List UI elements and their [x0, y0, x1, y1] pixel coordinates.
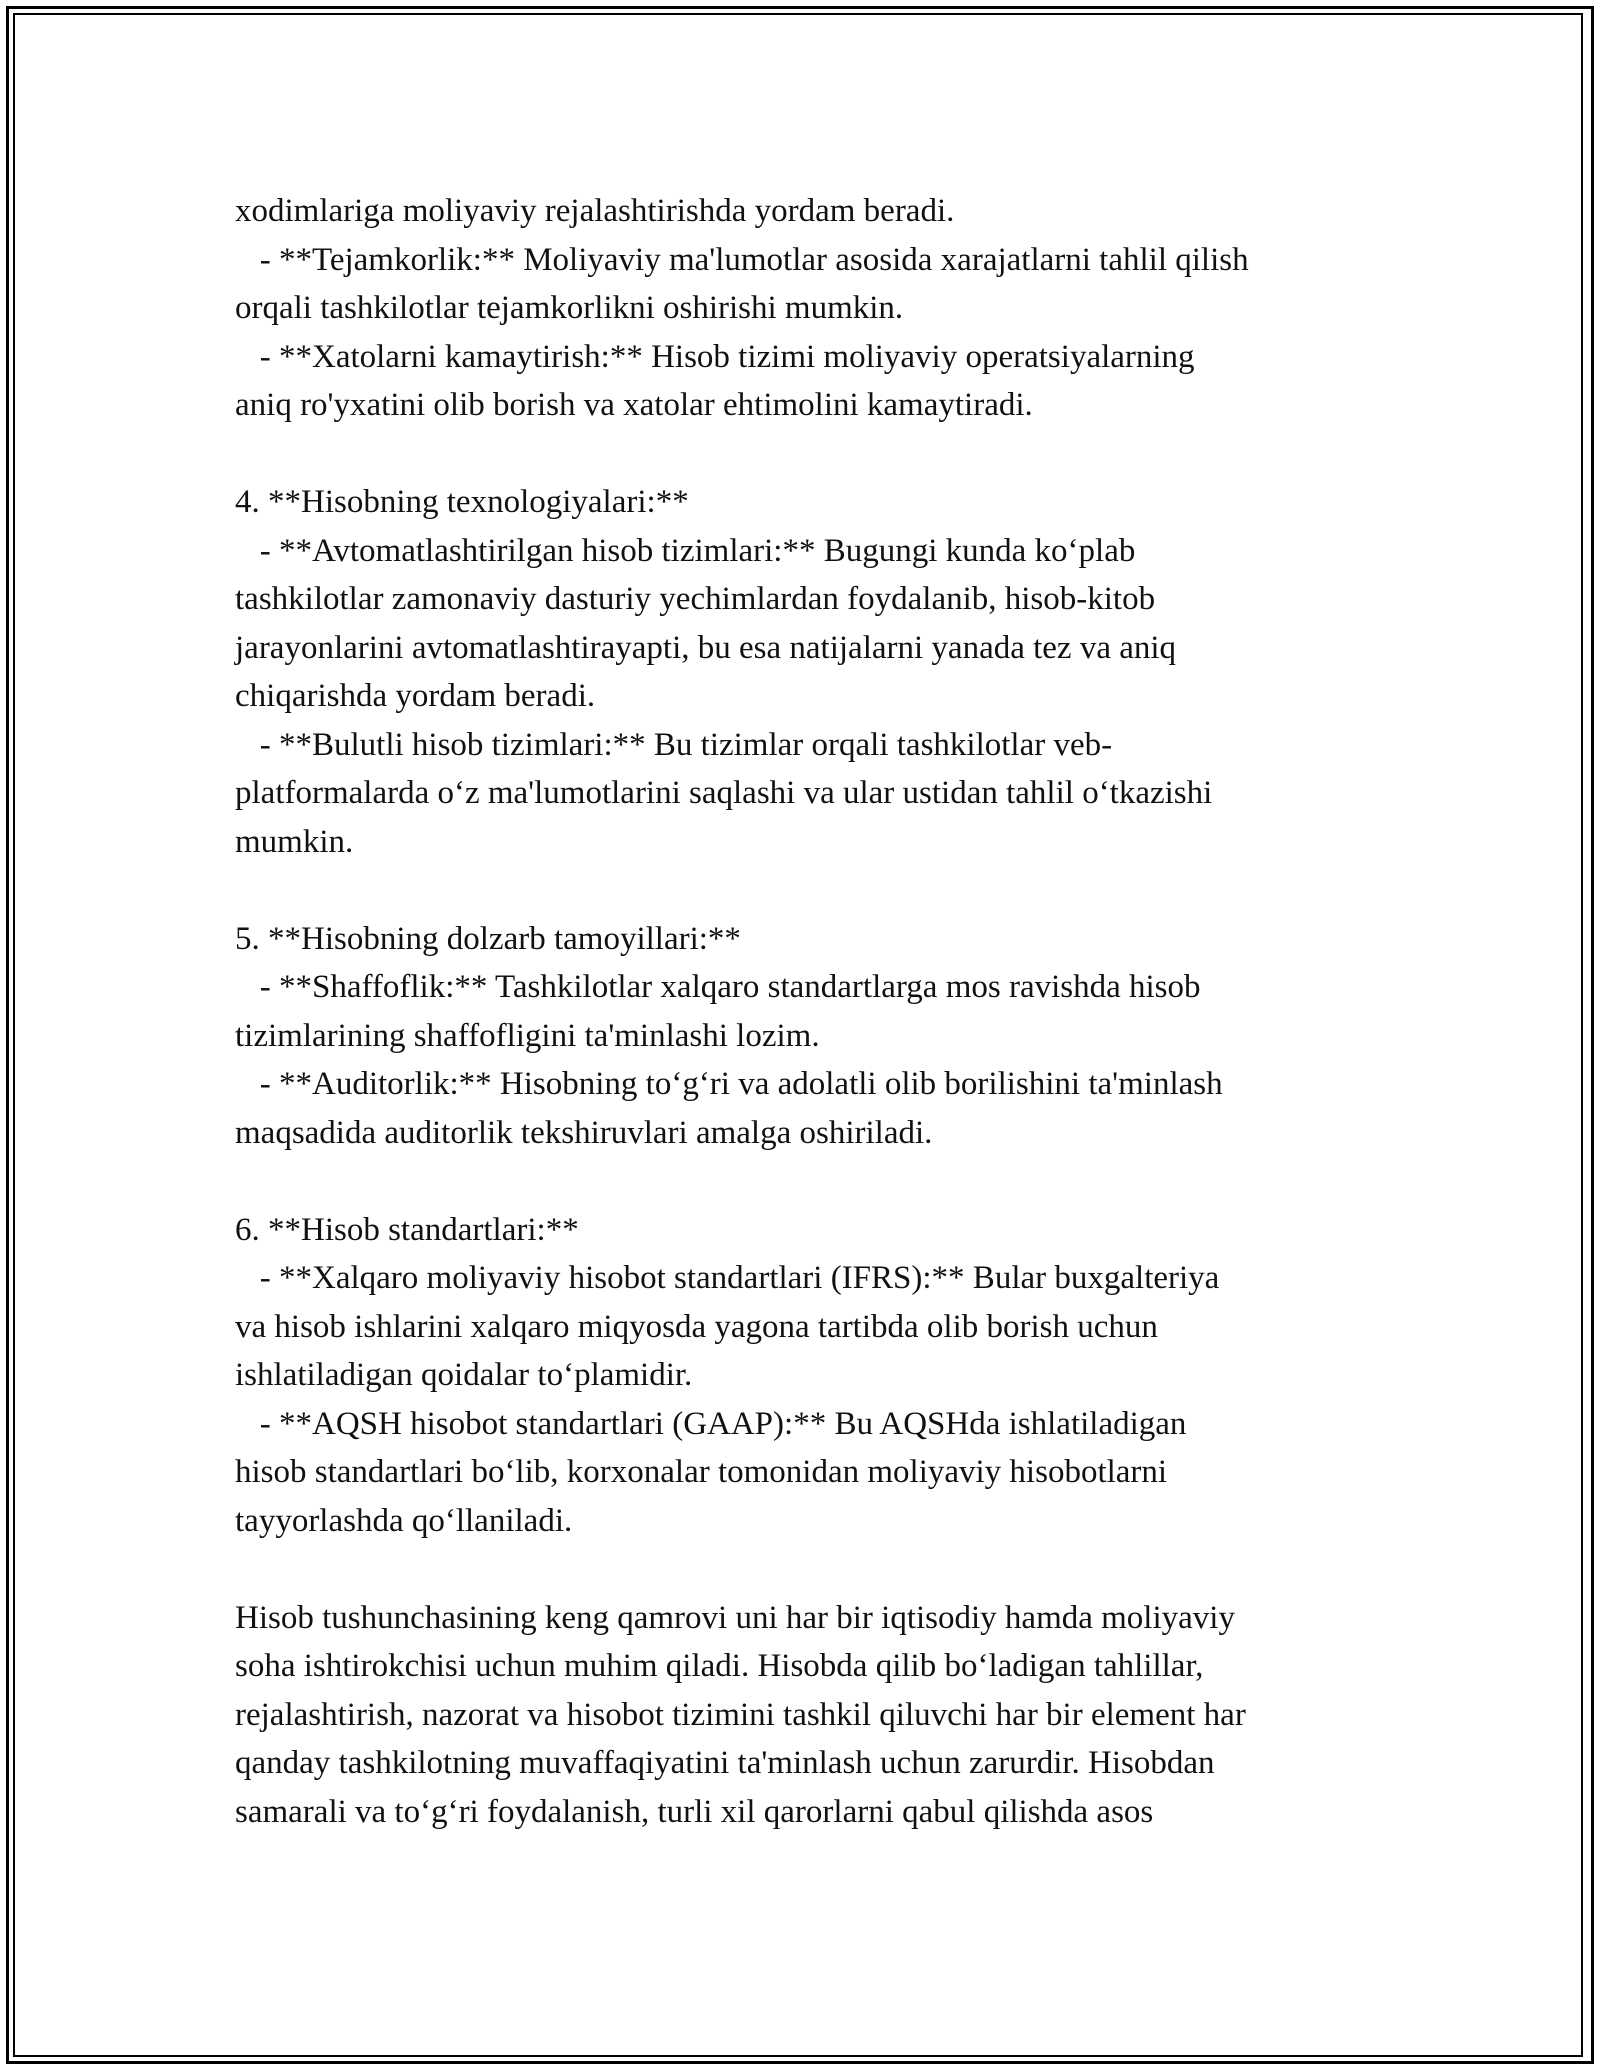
text-line: mumkin.: [235, 823, 354, 860]
text-line: - **AQSH hisobot standartlari (GAAP):** Bu AQSHda ishlatiladigan: [235, 1405, 1187, 1442]
text-line: tashkilotlar zamonaviy dasturiy yechimlardan foydalanib, hisob-kitob: [235, 581, 1156, 617]
blank-line: [235, 1545, 1380, 1594]
text-line: va hisob ishlarini xalqaro miqyosda yagona tartibda olib borish uchun: [235, 1308, 1158, 1345]
text-line: - **Shaffoflik:** Tashkilotlar xalqaro standartlarga mos ravishda hisob: [235, 969, 1201, 1005]
text-line: platformalarda o‘z ma'lumotlarini saqlashi va ular ustidan tahlil o‘tkazishi: [235, 775, 1213, 811]
text-line: Hisob tushunchasining keng qamrovi uni har bir iqtisodiy hamda moliyaviy: [235, 1599, 1235, 1636]
text-line: 6. **Hisob standartlari:**: [235, 1211, 579, 1248]
text-line: - **Auditorlik:** Hisobning to‘g‘ri va adolatli olib borilishini ta'minlash: [235, 1066, 1223, 1102]
text-line: ishlatiladigan qoidalar to‘plamidir.: [235, 1357, 693, 1393]
text-line: tayyorlashda qo‘llaniladi.: [235, 1502, 573, 1539]
text-line: - **Xatolarni kamaytirish:** Hisob tizimi moliyaviy operatsiyalarning: [235, 338, 1195, 375]
text-line: aniq ro'yxatini olib borish va xatolar ehtimolini kamaytiradi.: [235, 387, 1033, 423]
text-line: 4. **Hisobning texnologiyalari:**: [235, 484, 689, 520]
blank-line: [235, 866, 1380, 915]
text-line: samarali va to‘g‘ri foydalanish, turli xil qarorlarni qabul qilishda asos: [235, 1793, 1154, 1830]
text-line: rejalashtirish, nazorat va hisobot tizimini tashkil qiluvchi har bir element har: [235, 1696, 1246, 1733]
text-line: - **Xalqaro moliyaviy hisobot standartlari (IFRS):** Bular buxgalteriya: [235, 1260, 1220, 1296]
text-line: - **Avtomatlashtirilgan hisob tizimlari:** Bugungi kunda ko‘plab: [235, 532, 1136, 569]
text-line: - **Tejamkorlik:** Moliyaviy ma'lumotlar asosida xarajatlarni tahlil qilish: [235, 241, 1249, 278]
text-line: - **Bulutli hisob tizimlari:** Bu tizimlar orqali tashkilotlar veb-: [235, 726, 1113, 763]
text-line: qanday tashkilotning muvaffaqiyatini ta'minlash uchun zarurdir. Hisobdan: [235, 1745, 1215, 1781]
text-line: jarayonlarini avtomatlashtirayapti, bu esa natijalarni yanada tez va aniq: [235, 629, 1177, 666]
blank-line: [235, 430, 1380, 479]
document-body: [235, 187, 1380, 1836]
text-line: soha ishtirokchisi uchun muhim qiladi. Hisobda qilib bo‘ladigan tahlillar,: [235, 1648, 1204, 1684]
text-line: tizimlarining shaffofligini ta'minlashi lozim.: [235, 1017, 820, 1054]
text-line: hisob standartlari bo‘lib, korxonalar tomonidan moliyaviy hisobotlarni: [235, 1454, 1168, 1490]
blank-line: [235, 1157, 1380, 1206]
text-line: chiqarishda yordam beradi.: [235, 678, 596, 714]
text-line: maqsadida auditorlik tekshiruvlari amalga oshiriladi.: [235, 1114, 933, 1151]
text-line: 5. **Hisobning dolzarb tamoyillari:**: [235, 920, 741, 957]
text-line: xodimlariga moliyaviy rejalashtirishda yordam beradi.: [235, 193, 955, 229]
text-line: orqali tashkilotlar tejamkorlikni oshirishi mumkin.: [235, 290, 904, 326]
